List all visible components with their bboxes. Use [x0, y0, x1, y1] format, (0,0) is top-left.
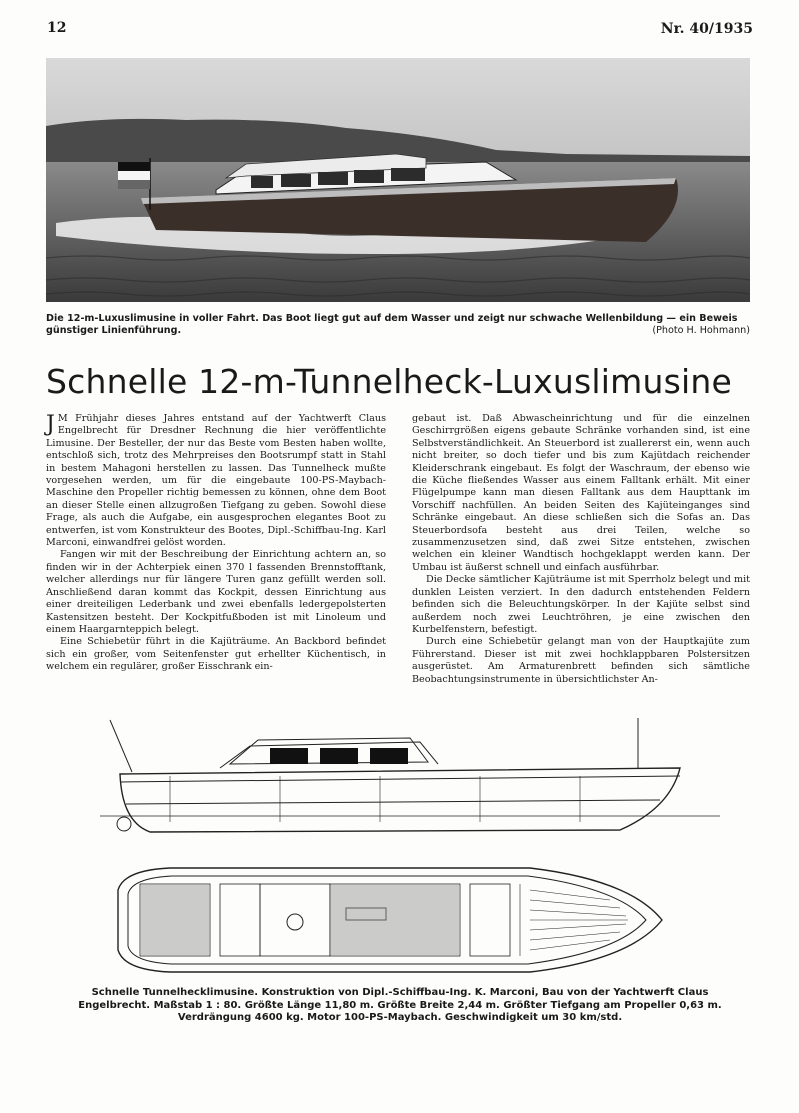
article-paragraph: J M Frühjahr dieses Jahres entstand auf der Yachtwerft Claus Engelbrecht für Dresdner Rechnung die hier veröffentlichte Limusine. Der Besteller, der nur das Beste vom Besten haben wollte, entschloß sich, trotz des Mehrpreises den Bootsrumpf statt in Stahl in bestem Mahagoni herstellen zu lassen. Das Tunnelheck mußte vorgesehen werden, um für die eingebaute 100-PS-Maybach-Maschine den Propeller richtig bemessen zu können, ohne dem Boot an dieser Stelle einen allzugroßen Tiefgang zu geben. Sowohl diese Frage, als auch die Aufgabe, ein ausgesprochen elegantes Boot zu entwerfen, ist vom Konstrukteur des Bootes, Dipl.-Schiffbau-Ing. Karl Marconi, einwandfrei gelöst worden. — [46, 412, 386, 549]
article-column-right — [412, 413, 750, 686]
dropcap: J — [46, 412, 55, 437]
side-elevation-drawing — [80, 712, 730, 842]
article-paragraph: gebaut ist. Daß Abwascheinrichtung und für die einzelnen Geschirrgrößen eigens gebaute Schränke vorhanden sind, ist eine Selbstverständlichkeit. An Steuerbord ist zuallererst ein, wenn auch nicht breiter, so doch tiefer und bis zum Kajütdach reichender Kleiderschrank eingebaut. Es folgt der Waschraum, der ebenso wie die Küche fließendes Wasser aus einem Falltank erhält. Mit einer Flügelpumpe kann man diesen Falltank aus dem Haupttank im Vorschiff nachfüllen. An beiden Seiten des Kajüteinganges sind Schränke eingebaut. An diese schließen sich die Sofas an. Das Steuerbordsofa besteht aus drei Teilen, welche so zusammenzusetzen sind, daß zwei Sitze entstehen, zwischen welchen ein kleiner Wandtisch hochgeklappt werden kann. Der Umbau ist äußerst schnell und einfach ausführbar. — [412, 413, 750, 573]
photo-caption-text: Die 12-m-Luxuslimusine in voller Fahrt. Das Boot liegt gut auf dem Wasser und zeigt nur schwache Wellenbildung — ein Beweis günstiger Linienführung. — [46, 313, 738, 336]
photo-credit: (Photo H. Hohmann) — [652, 325, 750, 336]
article-paragraph: Fangen wir mit der Beschreibung der Einrichtung achtern an, so finden wir in der Achterpiek einen 370 l fassenden Brennstofftank, welcher allerdings nur für längere Turen ganz gefüllt werden soll. Anschließend daran kommt das Kockpit, dessen Einrichtung aus einer dreiteiligen Lederbank und zwei ebenfalls ledergepolsterten Kastensitzen besteht. Der Kockpitfußboden ist mit Linoleum und einem Haargarnteppich belegt. — [46, 549, 386, 635]
issue-number: Nr. 40/1935 — [660, 21, 753, 37]
article-paragraph: Die Decke sämtlicher Kajüträume ist mit Sperrholz belegt und mit dunklen Leisten verziert. In den dadurch entstehenden Feldern befinden sich die Beleuchtungskörper. In der Kajüte selbst sind außerdem noch zwei Leuchtröhren, je eine zwischen den Kurbelfenstern, befestigt. — [412, 574, 750, 635]
page-number: 12 — [47, 20, 67, 36]
boat-photo — [46, 58, 750, 302]
article-title: Schnelle 12-m-Tunnelheck-Luxuslimusine — [46, 362, 732, 401]
article-paragraph: Durch eine Schiebetür gelangt man von der Hauptkajüte zum Führerstand. Dieser ist mit zwei hochklappbaren Polstersitzen ausgerüstet. Am Armaturenbrett befinden sich sämtliche Beobachtungsinstrumente in übersichtlichster An- — [412, 636, 750, 685]
plan-view-drawing — [110, 860, 670, 980]
article-column-left — [46, 413, 386, 674]
photo-caption — [46, 313, 750, 337]
article-paragraph: Eine Schiebetür führt in die Kajüträume. An Backbord befindet sich ein großer, vom Seitenfenster gut erhellter Küchentisch, in welchem ein regulärer, großer Eisschrank ein- — [46, 636, 386, 673]
drawing-caption: Schnelle Tunnelhecklimusine. Konstruktion von Dipl.-Schiffbau-Ing. K. Marconi, Bau von der Yachtwerft Claus Engelbrecht. Maßstab 1 : 80. Größte Länge 11,80 m. Größte Breite 2,44 m. Größter Tiefgang am Propeller 0,63 m. Verdrängung 4600 kg. Motor 100-PS-Maybach. Geschwindigkeit um 30 km/std. — [78, 987, 722, 1023]
